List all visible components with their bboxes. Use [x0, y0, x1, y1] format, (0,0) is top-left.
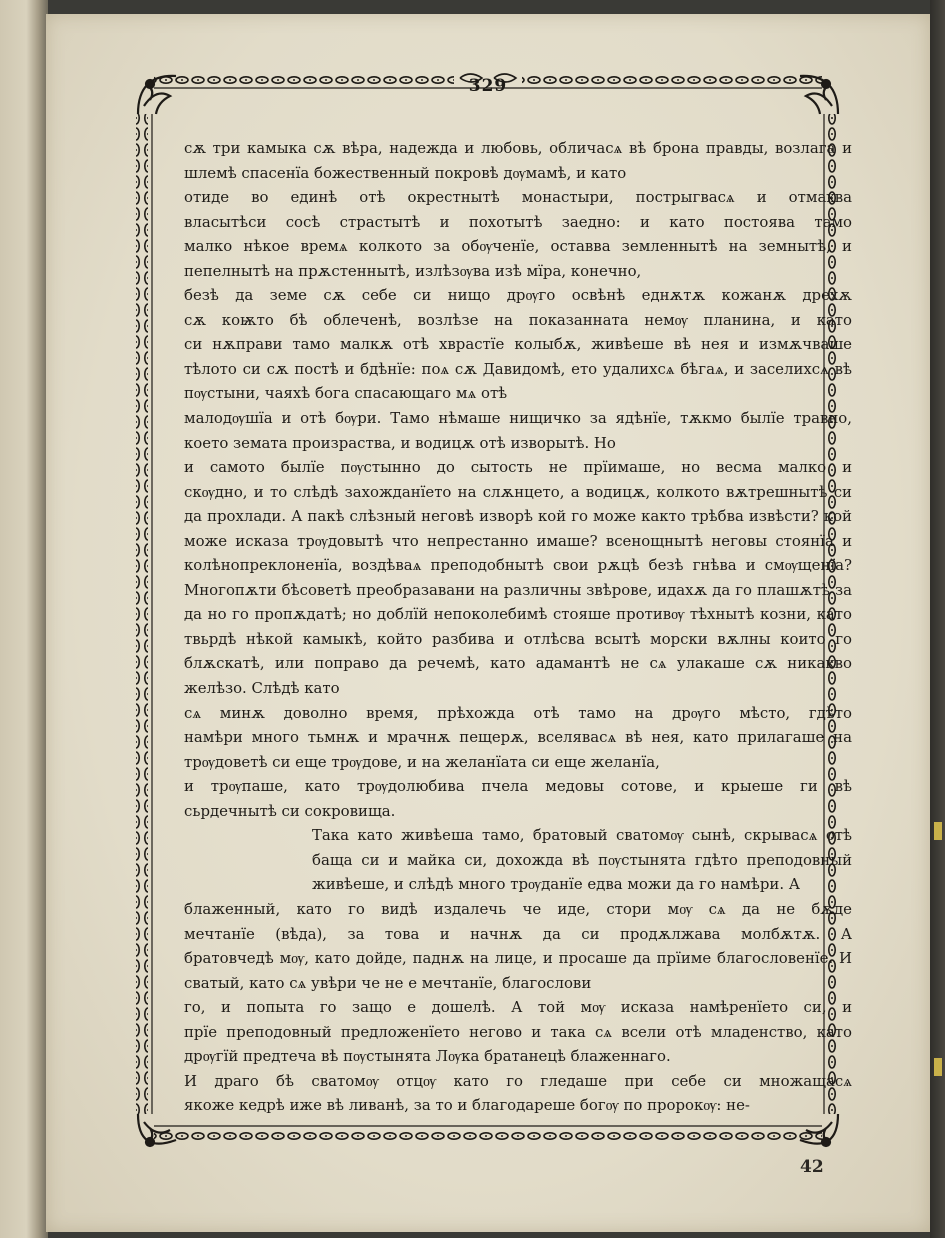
body-text [184, 136, 852, 1118]
text-line: Така като живѣеша тамо, братовый сватомѹ сынѣ, скрывасѧ отѣ баща си и майка си, дохожда вѣ пѹстынята гдѣто преподовный живѣеше, и слѣдѣ много трѹданїе едва можи да го намѣри. А [312, 826, 852, 894]
text-line: скѹдно, и то слѣдѣ захожданїето на слѫнцето, а водицѫ, колкото вѫтрешнытѣ си да прохлади. А пакѣ слѣзный неговѣ изворѣ кой го може както трѣбва извѣсти? кой може исказа трѹдовытѣ что непрестанно имаше? всенощнытѣ неговы стоянїа и колѣнопреклоненїа, воздѣваѧ преподобнытѣ свои рѫцѣ безѣ гнѣва и смѹщенїа? Многопѫти бѣсоветѣ преобразавани на различны звѣрове, идахѫ да го плашѫтѣ за да но го пропѫдатѣ; но доблїй непоколебимѣ стояше противѹ тѣхнытѣ козни, като твьрдѣ нѣкой камыкѣ, който разбива и отлѣсва всытѣ морски вѫлны които го блѫскатѣ, или поправо да речемѣ, като адамантѣ не сѧ улакаше сѫ никакво желѣзо. Слѣдѣ като [184, 482, 852, 698]
signature-mark: 42 [800, 1157, 824, 1177]
page-number: 329 [468, 76, 508, 96]
book-page [46, 14, 930, 1232]
left-border [136, 114, 148, 1114]
text-line: безѣ да земе сѫ себе си нищо дрѹго освѣнѣ еднѫтѫ кожанѫ дрехѫ [184, 286, 852, 305]
text-line: власытѣси сосѣ страстытѣ и похотытѣ заедно: и като постоява тамо [184, 212, 852, 231]
text-line: и самото былїе пѹстынно до сытость не прїимаше, но весма малко и [184, 458, 852, 477]
text-line: мечтанїе (вѣда), за това и начнѫ да си продѫлжава молбѫтѫ. А [184, 924, 852, 943]
text-line: сѫ три камыка сѫ вѣра, надежда и любовь, обличасѧ вѣ брона правды, возлага и шлемѣ спасенїа божественный покровѣ дѹмамѣ, и като [184, 139, 852, 182]
text-line: братовчедѣ мѹ, като дойде, паднѫ на лице, и просаше да прїиме благословенїе. И сватый, като сѧ увѣри че не е мечтанїе, благослови [184, 949, 852, 992]
text-line: прїе преподовный предложенїето негово и така сѧ всели отѣ младенство, като дрѹгїй предтеча вѣ пѹстынята Лѹка братанецѣ блаженнаго. [184, 1022, 852, 1066]
bottom-border [154, 1130, 822, 1142]
text-line: малко нѣкое времѧ колкото за обѹченїе, оставва земленнытѣ на земнытѣ, и пепелнытѣ на прѫстеннытѣ, излѣзѹва изѣ мїра, конечно, [184, 237, 852, 280]
book-binding [0, 0, 48, 1238]
next-page-edge [930, 0, 945, 1238]
text-line: малодѹшїа и отѣ бѹри. Тамо нѣмаше нищичко за ядѣнїе, тѫкмо былїе травно, което земата произраства, и водицѫ отѣ изворытѣ. Но [184, 409, 852, 452]
text-line: и трѹпаше, като трѹдолюбива пчела медовы сотове, и крыеше ги вѣ [184, 777, 852, 796]
text-line: си нѫправи тамо малкѫ отѣ хврастїе колыбѫ, живѣеше вѣ нея и измѫчваше тѣлото си сѫ постѣ и бдѣнїе: поѧ сѫ Давидомѣ, ето удалихсѧ бѣгаѧ, и заселихсѧ вѣ пѹстыни, чаяхѣ бога спасающаго мѧ отѣ [184, 335, 852, 403]
text-line: сьрдечнытѣ си сокровища. [184, 801, 396, 820]
text-line: сѧ минѫ доволно время, прѣхожда отѣ тамо на дрѹго мѣсто, гдѣто [184, 703, 852, 722]
page-tab-marker [934, 822, 942, 840]
text-line: блаженный, като го видѣ издалечь че иде, стори мѹ сѧ да не бѫде [184, 899, 852, 918]
text-line: го, и попыта го защо е дошелѣ. А той мѹ исказа намѣренїето си, и [184, 998, 852, 1017]
text-line: сѫ коѭто бѣ облеченѣ, возлѣзе на показанната немѹ планина, и като [184, 310, 852, 329]
text-line: отиде во единѣ отѣ окрестнытѣ монастыри, пострыгвасѧ и отмахва [184, 188, 852, 207]
text-line: якоже кедрѣ иже вѣ ливанѣ, за то и благодареше богѹ по пророкѹ: не- [184, 1096, 750, 1115]
text-line: И драго бѣ сватомѹ отцѹ като го гледаше при себе си множащасѧ [184, 1071, 852, 1090]
text-line: намѣри много тьмнѫ и мрачнѫ пещерѫ, вселявасѧ вѣ нея, като прилагаше на трѹдоветѣ си еще трѹдове, и на желанїата си еще желанїа, [184, 728, 852, 771]
page-tab-marker [934, 1058, 942, 1076]
